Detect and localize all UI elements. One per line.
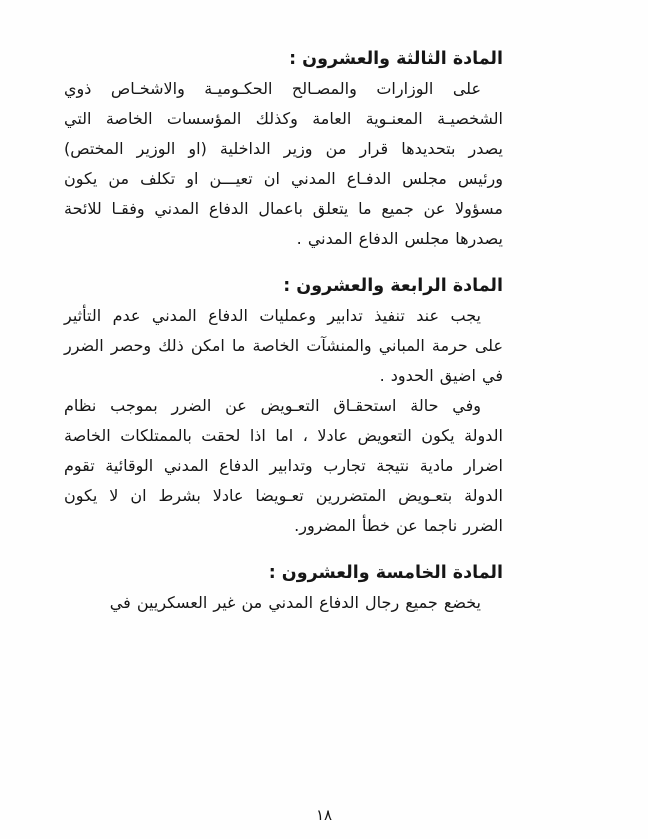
text-line: على حرمة المباني والمنشآت الخاصة ما امكن ذلك وحصر الضرر (64, 336, 503, 355)
text-line: يجب عند تنفيذ تدابير وعمليات الدفاع المدني عدم التأثير (64, 306, 481, 325)
page-number: ١٨ (315, 806, 333, 824)
article-heading: المادة الخامسة والعشرون : (268, 563, 503, 583)
text-line: الدولة يكون التعويض عادلا ، اما اذا لحقت بالممتلكات الخاصة (64, 426, 503, 445)
text-line: في اضيق الحدود . (379, 366, 503, 385)
text-line: يصدر بتحديدها قرار من وزير الداخلية (او الوزير المختص) (64, 139, 503, 158)
article-heading: المادة الرابعة والعشرون : (283, 276, 503, 296)
text-line: الدولة بتعـويض المتضررين تعـويضا عادلا بشرط ان لا يكون (64, 486, 503, 505)
paragraph (64, 588, 503, 618)
text-line: مسؤولا عن جميع ما يتعلق باعمال الدفاع المدني وفقـا للائحة (64, 199, 503, 218)
text-line: يصدرها مجلس الدفاع المدني . (296, 229, 503, 248)
text-line: اضرار مادية نتيجة تجارب وتدابير الدفاع المدني الوقائية تقوم (64, 456, 503, 475)
text-line: الضرر ناجما عن خطأ المضرور. (294, 516, 503, 535)
text-line: ورئيس مجلس الدفـاع المدني ان تعيـــن او تكلف من يكون (64, 169, 503, 188)
articles-column (64, 44, 503, 618)
text-line: يخضع جميع رجال الدفاع المدني من غير العسكريين في (109, 593, 481, 612)
text-line: على الوزارات والمصـالح الحكـوميـة والاشخـاص ذوي (64, 79, 481, 98)
article (64, 558, 503, 618)
article (64, 44, 503, 254)
article-heading: المادة الثالثة والعشرون : (289, 49, 503, 69)
paragraph (64, 74, 503, 254)
paragraph (64, 301, 503, 391)
paragraph (64, 391, 503, 541)
text-line: الشخصيـة المعنـوية العامة وكذلك المؤسسات الخاصة التي (64, 109, 503, 128)
text-line: وفي حالة استحقـاق التعـويض عن الضرر بموجب نظام (64, 396, 481, 415)
article (64, 271, 503, 541)
